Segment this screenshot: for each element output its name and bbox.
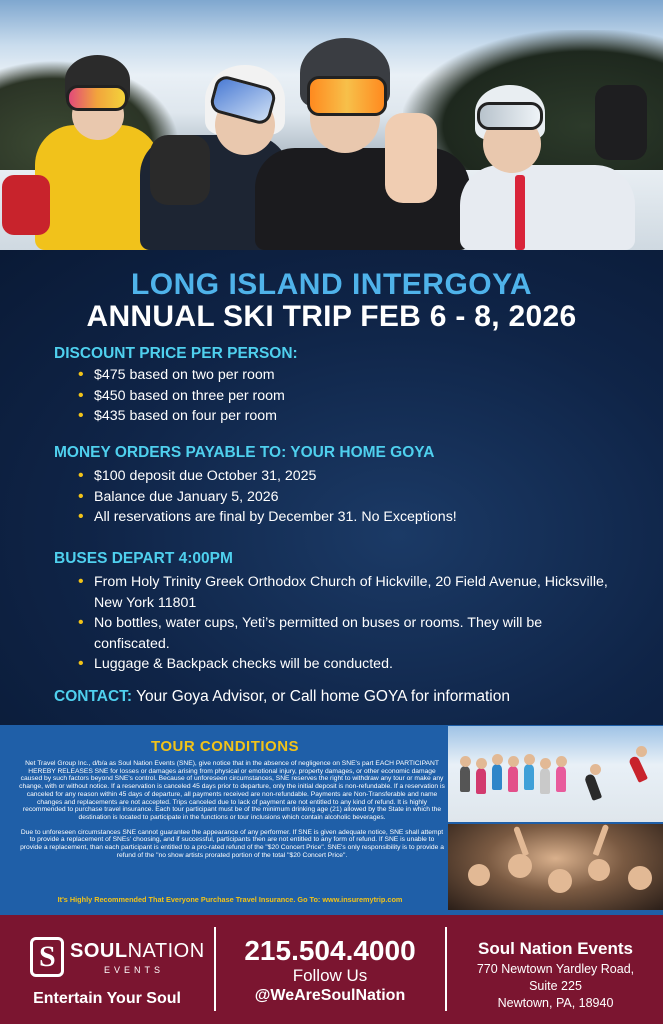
tagline: Entertain Your Soul (33, 990, 181, 1007)
tour-paragraph: Net Travel Group Inc., d/b/a as Soul Nation Events (SNE), give notice that in the absence of negligence on SNE's part EACH PARTICIPANT HEREBY RELEASES SNE for losses or damages arising from physical or emotional injury, property damages, or other economic damage caused by such factors beyond SNE's control. Because of unforeseen circumstances, SNE reserves the right to withdraw any tour or make any change, with or without notice. If a reservation is canceled 45 days prior to departure, only the initial deposit is non-refundable. If a reservation is canceled for any reason within 45 days of departure, all payments received are non-refundable. Payments are Non-Transferable and name changes and replacements are not accepted. Trips canceled due to lack of payment are not entitled to any kind of refund. It is highly recommended to purchase travel insurance. Each tour participant must be of the minimum drinking age (21) allowed by the State in which the destination is located to participate in the functions or tour inclusions which contain alcoholic beverages. (19, 760, 445, 821)
list-item: • All reservations are final by December 31. No Exceptions! (78, 507, 457, 528)
skier-right (455, 85, 663, 250)
brand-name (70, 940, 205, 963)
hero-photo (0, 0, 663, 250)
soul-nation-logo-icon (30, 937, 64, 977)
list-item: • No bottles, water cups, Yeti’s permitted on buses or rooms. They will be confiscated. (78, 613, 618, 654)
list-item: • From Holy Trinity Greek Orthodox Church of Hickville, 20 Field Avenue, Hicksville, New York 11801 (78, 572, 618, 613)
event-title: LONG ISLAND INTERGOYA (130, 268, 533, 301)
trip-info-section (0, 250, 663, 725)
tour-paragraph: Due to unforeseen circumstances SNE cannot guarantee the appearance of any performer. If SNE is given adequate notice, SNE shall attempt to provide a replacement of SNEs' choosing, and if successful, participants then are not entitled to any form of refund. If SNE is unable to provide a replacement, than each participant is entitled to a pro-rated refund of the "$20 Concert Price". SNE's only responsibility is to provide a refund of the "no show artists prorated portion of the total "$20 Concert Price". (20, 828, 444, 859)
address-line: Suite 225 (529, 979, 582, 993)
contact-label: CONTACT: (54, 688, 133, 705)
contact-line (54, 688, 510, 706)
pricing-list (78, 365, 285, 427)
company-name: Soul Nation Events (478, 939, 633, 958)
list-item: • Luggage & Backpack checks will be conducted. (78, 654, 618, 675)
social-handle[interactable]: @WeAreSoulNation (254, 987, 406, 1004)
brand-rest: NATION (127, 940, 205, 962)
list-item: • $450 based on three per room (78, 386, 285, 407)
contact-text: Your Goya Advisor, or Call home GOYA for information (136, 688, 510, 705)
ski-group-photo (448, 726, 663, 822)
follow-label: Follow Us (292, 966, 368, 985)
payment-list (78, 466, 457, 528)
list-item: • $435 based on four per room (78, 406, 285, 427)
list-item: • Balance due January 5, 2026 (78, 487, 457, 508)
insurance-note: It's Highly Recommended That Everyone Purchase Travel Insurance. Go To: www.insuremytrip.com (57, 895, 403, 904)
payment-heading: MONEY ORDERS PAYABLE TO: YOUR HOME GOYA (54, 444, 435, 461)
buses-list (78, 572, 618, 675)
skier-center (255, 38, 475, 250)
list-item: • $475 based on two per room (78, 365, 285, 386)
tour-conditions-text (18, 760, 446, 866)
logo-mark: S (39, 940, 56, 973)
tour-conditions-title: TOUR CONDITIONS (150, 738, 300, 755)
pricing-heading: DISCOUNT PRICE PER PERSON: (54, 345, 298, 362)
skier-yellow (20, 50, 160, 250)
concert-crowd-photo (448, 824, 663, 910)
company-address (448, 961, 663, 1012)
address-line: 770 Newtown Yardley Road, (476, 962, 635, 976)
footer (0, 915, 663, 1024)
list-item: • $100 deposit due October 31, 2025 (78, 466, 457, 487)
brand-subtitle: EVENTS (104, 965, 165, 975)
phone-number[interactable]: 215.504.4000 (244, 935, 416, 966)
footer-divider (445, 927, 447, 1011)
brand-bold: SOUL (70, 940, 128, 962)
address-line: Newtown, PA, 18940 (497, 996, 614, 1010)
buses-heading: BUSES DEPART 4:00PM (54, 550, 233, 567)
event-subtitle: ANNUAL SKI TRIP FEB 6 - 8, 2026 (86, 300, 577, 333)
